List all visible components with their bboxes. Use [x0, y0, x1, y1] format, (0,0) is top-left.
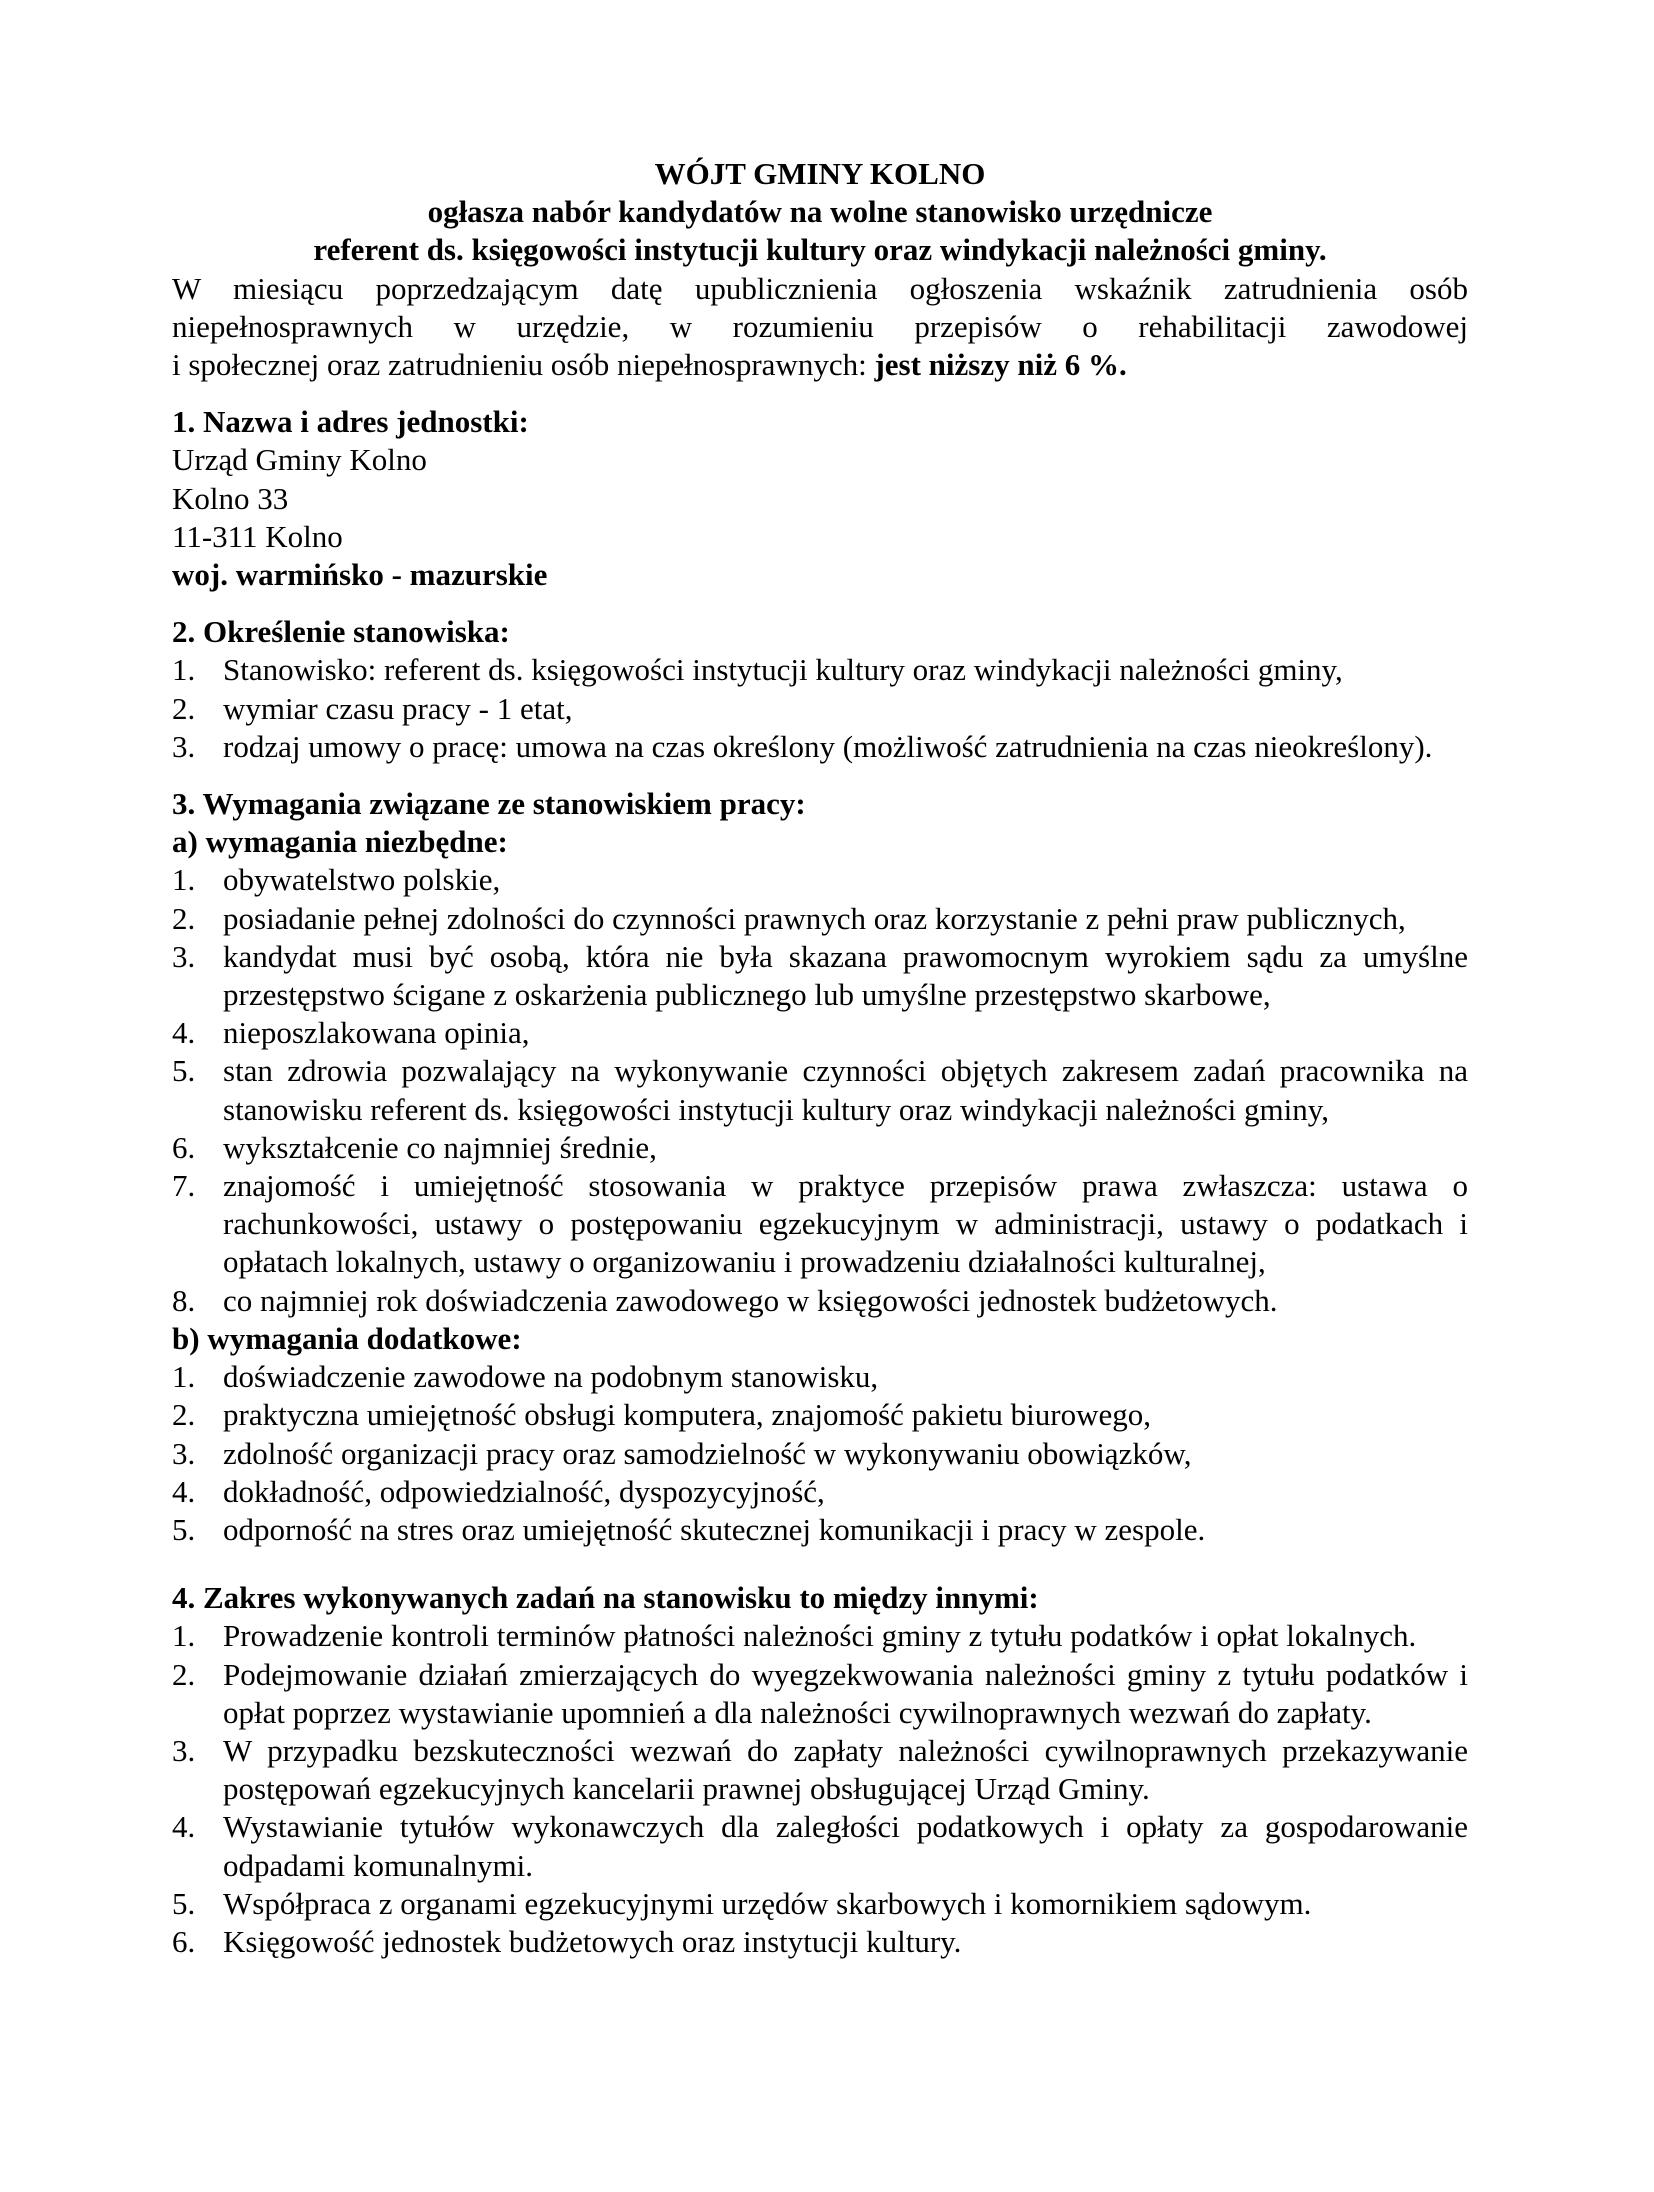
- list-item-number: 3.: [172, 728, 196, 764]
- list-item: [172, 1885, 1468, 1923]
- list-item: [172, 1129, 1468, 1167]
- list-item-text: Podejmowanie działań zmierzających do wyegzekwowania należności gminy z tytułu podatków i opłat poprzez wystawianie upomnień a dla należności cywilnoprawnych wezwań do zapłaty.: [223, 1656, 1468, 1730]
- list-item-text: Stanowisko: referent ds. księgowości instytucji kultury oraz windykacji należności gminy,: [223, 652, 1343, 688]
- announcement-subtitle: ogłasza nabór kandydatów na wolne stanowisko urzędnicze: [427, 194, 1213, 230]
- list-item-number: 3.: [172, 938, 196, 974]
- address-region-text: woj. warmińsko - mazurskie: [172, 557, 548, 593]
- address-line: Kolno 33: [172, 480, 289, 516]
- list-item-number: 6.: [172, 1129, 196, 1165]
- list-item-number: 1.: [172, 1618, 196, 1654]
- section-1-heading-text: 1. Nazwa i adres jednostki:: [172, 404, 529, 440]
- document-page: [172, 155, 1468, 1961]
- intro-paragraph: [172, 270, 1468, 385]
- list-item: [172, 728, 1468, 766]
- list-item: [172, 1656, 1468, 1732]
- intro-line-3: [172, 346, 1468, 384]
- section-2: [172, 613, 1468, 766]
- list-item-number: 1.: [172, 1359, 196, 1395]
- list-item-text: obywatelstwo polskie,: [223, 862, 501, 898]
- list-item-number: 5.: [172, 1885, 196, 1921]
- list-item-text: znajomość i umiejętność stosowania w praktyce przepisów prawa zwłaszcza: ustawa o rachunkowości, ustawy o postępowaniu egzekucyjnym w administracji, ustawy o podatkach i opłatach lokalnych, ustawy o organizowaniu i prowadzeniu działalności kulturalnej,: [223, 1168, 1468, 1280]
- list-item-text: praktyczna umiejętność obsługi komputera, znajomość pakietu biurowego,: [223, 1397, 1152, 1433]
- list-item: [172, 1923, 1468, 1961]
- address-region: [172, 556, 1468, 594]
- list-item-number: 6.: [172, 1923, 196, 1959]
- section-1-heading: [172, 403, 1468, 441]
- list-item-text: wykształcenie co najmniej średnie,: [223, 1129, 657, 1165]
- additional-subheading: [172, 1320, 1468, 1358]
- list-item-number: 8.: [172, 1282, 196, 1318]
- list-item: [172, 1732, 1468, 1808]
- list-item-number: 7.: [172, 1168, 196, 1204]
- list-item-number: 3.: [172, 1732, 196, 1768]
- section-3-heading: [172, 785, 1468, 823]
- announcement-title: WÓJT GMINY KOLNO: [654, 156, 986, 191]
- list-item-text: rodzaj umowy o pracę: umowa na czas określony (możliwość zatrudnienia na czas nieokreślony).: [223, 728, 1433, 764]
- additional-subheading-text: b) wymagania dodatkowe:: [172, 1320, 522, 1356]
- list-item-number: 3.: [172, 1435, 196, 1471]
- additional-qualifications-list: [172, 1358, 1468, 1549]
- list-item-text: W przypadku bezskuteczności wezwań do zapłaty należności cywilnoprawnych przekazywanie postępowań egzekucyjnych kancelarii prawnej obsługującej Urząd Gminy.: [223, 1732, 1468, 1807]
- list-item: [172, 1435, 1468, 1473]
- list-item-text: kandydat musi być osobą, która nie była skazana prawomocnym wyrokiem sądu za umyślne przestępstwo ścigane z oskarżenia publicznego lub umyślne przestępstwo skarbowe,: [223, 938, 1468, 1013]
- list-item-number: 5.: [172, 1053, 196, 1089]
- list-item-text: stan zdrowia pozwalający na wykonywanie czynności objętych zakresem zadań pracownika na stanowisku referent ds. księgowości instytucji kultury oraz windykacji należności gminy,: [223, 1053, 1468, 1127]
- list-item-number: 2.: [172, 690, 196, 726]
- list-item-text: wymiar czasu pracy - 1 etat,: [223, 690, 573, 726]
- section-3-heading-text: 3. Wymagania związane ze stanowiskiem pracy:: [172, 786, 806, 822]
- list-item: [172, 1511, 1468, 1549]
- list-item: [172, 1014, 1468, 1052]
- list-item-number: 4.: [172, 1015, 196, 1051]
- address-line: Urząd Gminy Kolno: [172, 442, 427, 478]
- employment-rate-statement: jest niższy niż 6 %.: [874, 347, 1127, 383]
- list-item-text: odporność na stres oraz umiejętność skutecznej komunikacji i pracy w zespole.: [223, 1511, 1206, 1547]
- list-item-number: 1.: [172, 862, 196, 898]
- section-1: [172, 403, 1468, 594]
- list-item-text: posiadanie pełnej zdolności do czynności prawnych oraz korzystanie z pełni praw publicznych,: [223, 900, 1406, 936]
- required-subheading-text: a) wymagania niezbędne:: [172, 824, 508, 860]
- list-item: [172, 938, 1468, 1014]
- list-item: [172, 1358, 1468, 1396]
- list-item-number: 1.: [172, 652, 196, 688]
- list-item-number: 2.: [172, 900, 196, 936]
- list-item: [172, 1052, 1468, 1128]
- list-item-text: co najmniej rok doświadczenia zawodowego w księgowości jednostek budżetowych.: [223, 1282, 1278, 1318]
- list-item: [172, 651, 1468, 689]
- list-item: [172, 1808, 1468, 1884]
- section-3: [172, 785, 1468, 1549]
- section-2-heading-text: 2. Określenie stanowiska:: [172, 614, 510, 650]
- list-item-text: dokładność, odpowiedzialność, dyspozycyjność,: [223, 1473, 825, 1509]
- list-item-number: 2.: [172, 1656, 196, 1692]
- list-item: [172, 1473, 1468, 1511]
- duties-list: [172, 1617, 1468, 1961]
- list-item: [172, 861, 1468, 899]
- list-item: [172, 1167, 1468, 1282]
- list-item: [172, 690, 1468, 728]
- section-2-heading: [172, 613, 1468, 651]
- section-4: [172, 1579, 1468, 1961]
- intro-line-3-text: i społecznej oraz zatrudnieniu osób niepełnosprawnych:: [172, 347, 875, 383]
- list-item-text: zdolność organizacji pracy oraz samodzielność w wykonywaniu obowiązków,: [223, 1435, 1192, 1471]
- required-subheading: [172, 823, 1468, 861]
- list-item-text: Prowadzenie kontroli terminów płatności należności gminy z tytułu podatków i opłat lokalnych.: [223, 1618, 1417, 1654]
- list-item-text: Współpraca z organami egzekucyjnymi urzędów skarbowych i komornikiem sądowym.: [223, 1885, 1312, 1921]
- list-item-number: 2.: [172, 1397, 196, 1433]
- position-title: referent ds. księgowości instytucji kultury oraz windykacji należności gminy.: [313, 232, 1327, 268]
- intro-line-1: W miesiącu poprzedzającym datę upublicznienia ogłoszenia wskaźnik zatrudnienia osób: [172, 270, 1468, 306]
- intro-line-2: niepełnosprawnych w urzędzie, w rozumieniu przepisów o rehabilitacji zawodowej: [172, 308, 1468, 344]
- address-line: 11-311 Kolno: [172, 518, 343, 554]
- list-item-number: 5.: [172, 1511, 196, 1547]
- section-4-heading: [172, 1579, 1468, 1617]
- list-item-text: Księgowość jednostek budżetowych oraz instytucji kultury.: [223, 1923, 962, 1959]
- list-item-text: nieposzlakowana opinia,: [223, 1015, 530, 1051]
- position-details-list: [172, 651, 1468, 766]
- list-item-number: 4.: [172, 1473, 196, 1509]
- list-item: [172, 900, 1468, 938]
- list-item-number: 4.: [172, 1809, 196, 1845]
- list-item: [172, 1617, 1468, 1655]
- required-qualifications-list: [172, 861, 1468, 1319]
- list-item-text: Wystawianie tytułów wykonawczych dla zaległości podatkowych i opłaty za gospodarowanie odpadami komunalnymi.: [223, 1809, 1468, 1883]
- list-item-text: doświadczenie zawodowe na podobnym stanowisku,: [223, 1359, 879, 1395]
- list-item: [172, 1282, 1468, 1320]
- list-item: [172, 1396, 1468, 1434]
- section-4-heading-text: 4. Zakres wykonywanych zadań na stanowisku to między innymi:: [172, 1580, 1039, 1616]
